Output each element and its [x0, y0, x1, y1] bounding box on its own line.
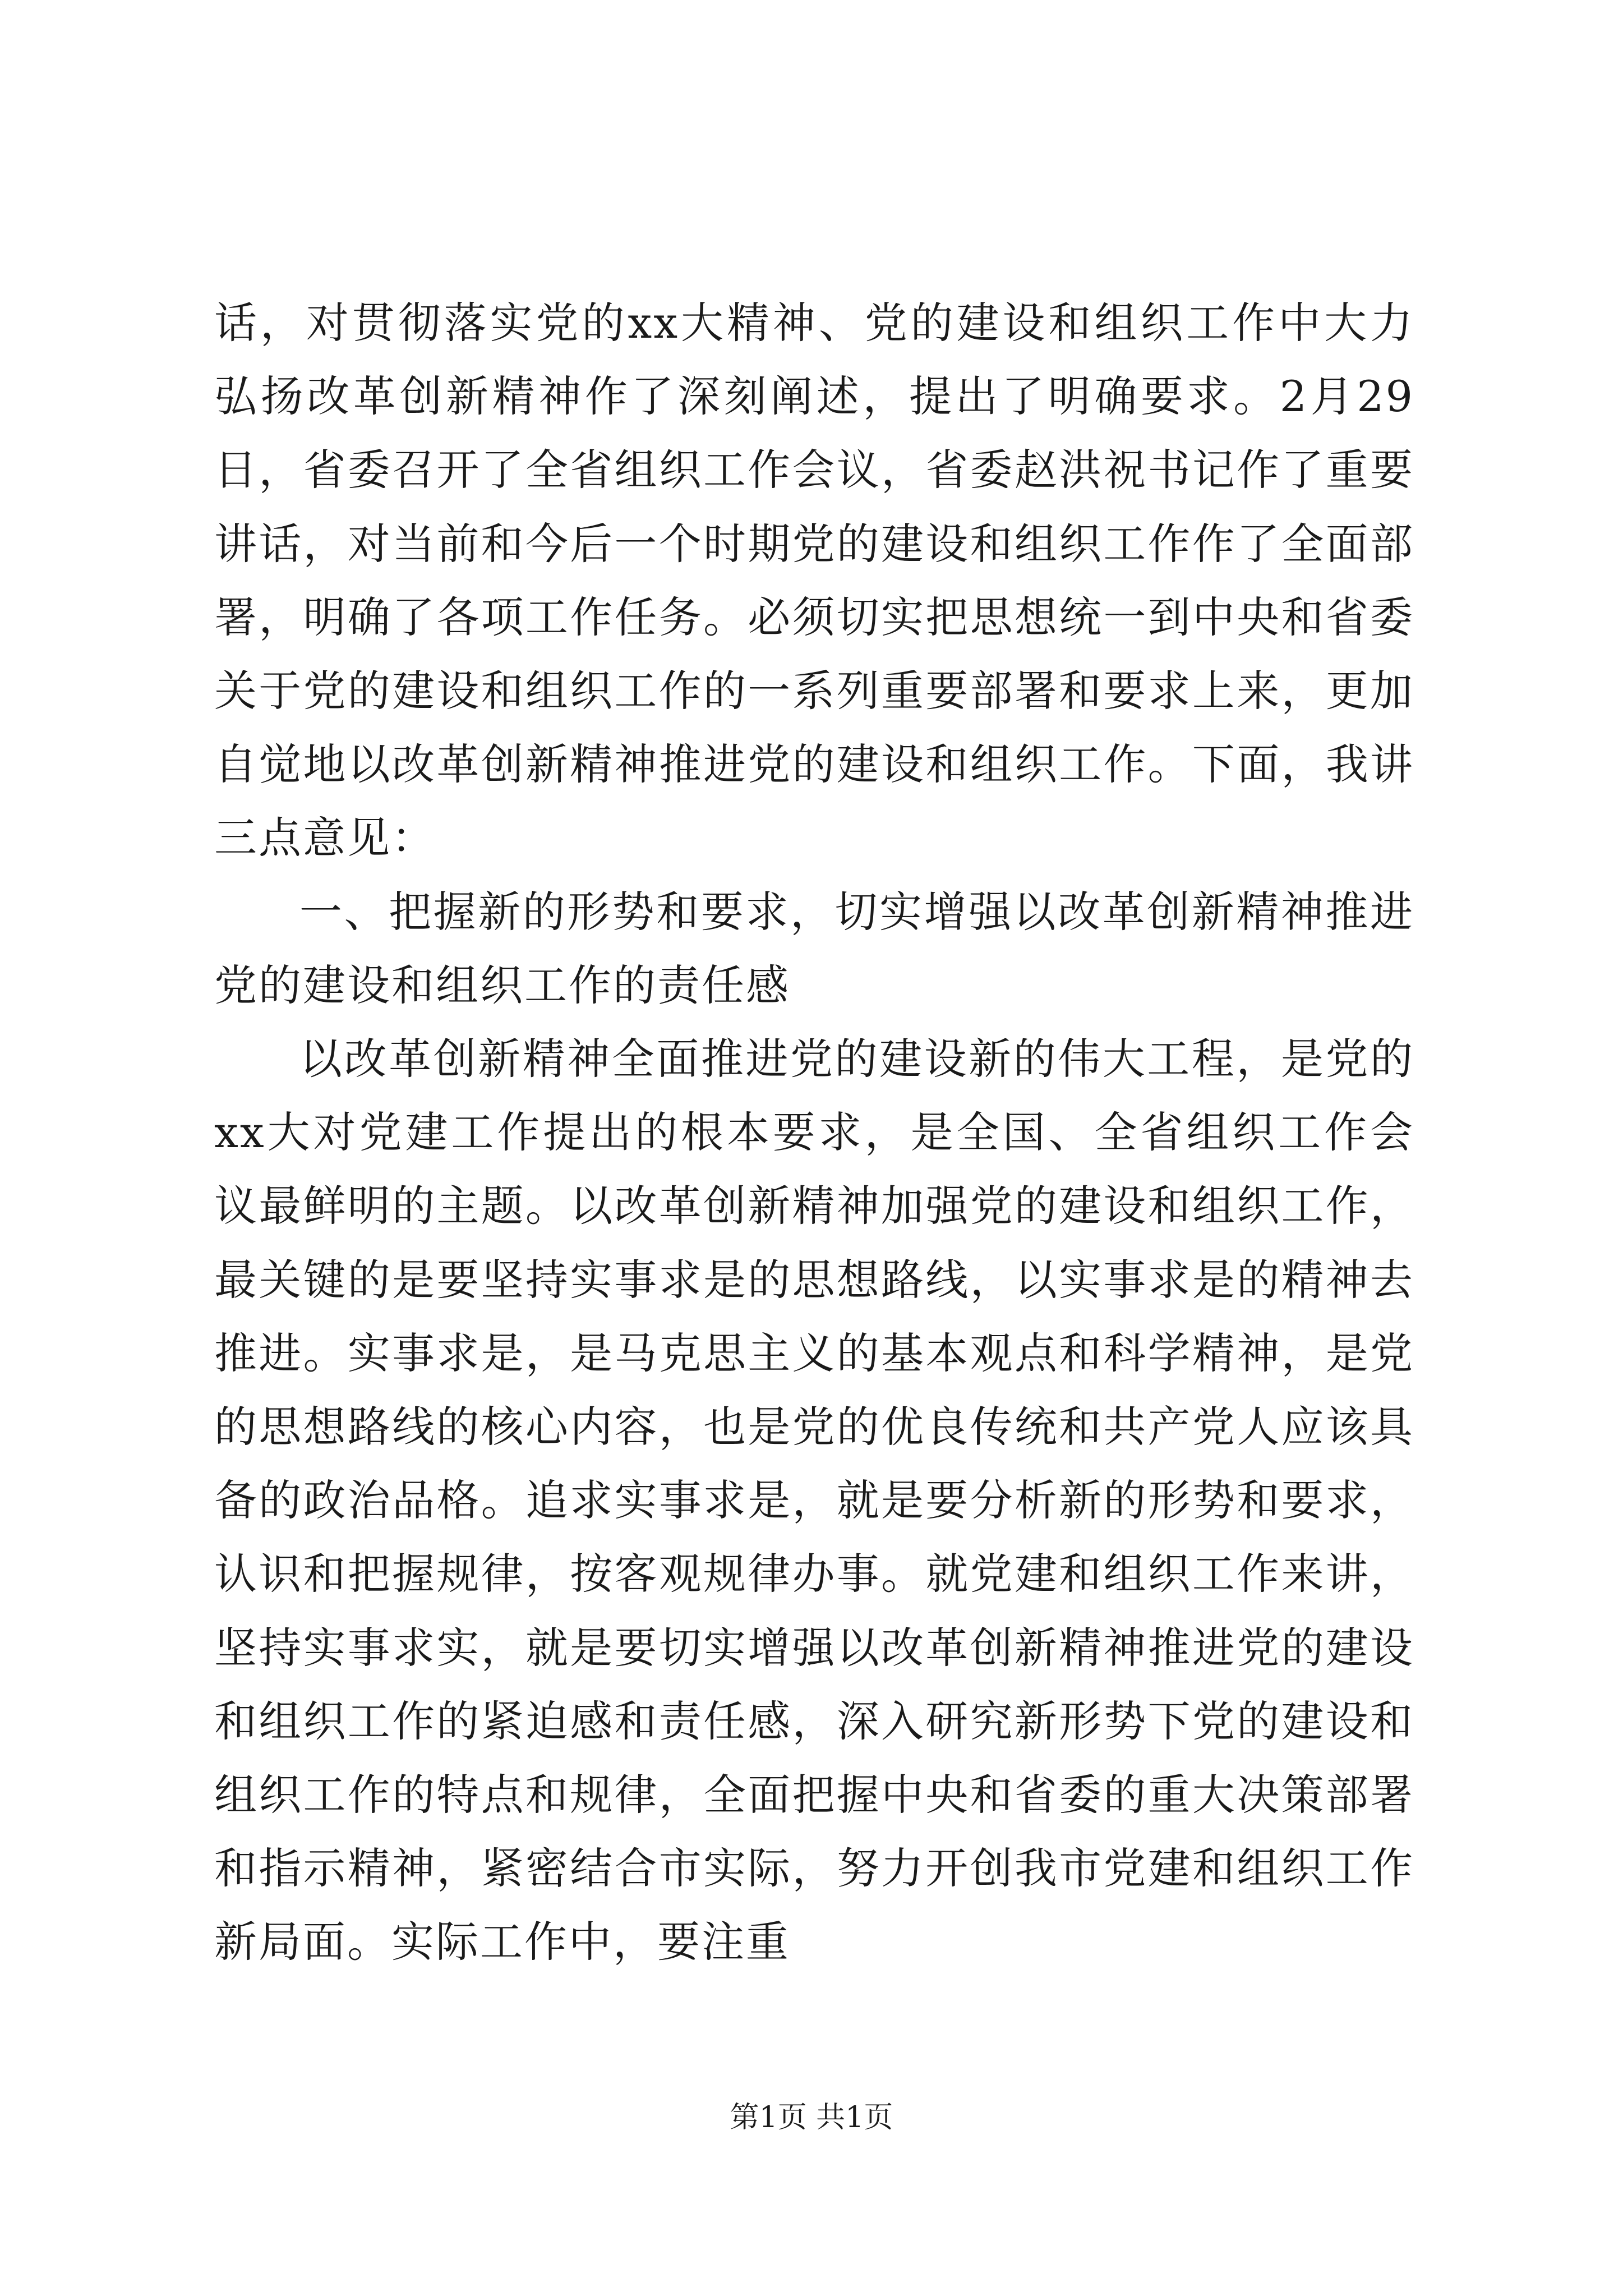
section-heading: 一、把握新的形势和要求，切实增强以改革创新精神推进党的建设和组织工作的责任感 — [214, 886, 1414, 1010]
page-footer: 第1页 共1页 — [730, 2101, 893, 2134]
document-body — [214, 286, 1414, 1979]
paragraph-body: 以改革创新精神全面推进党的建设新的伟大工程，是党的xx大对党建工作提出的根本要求，是全国、全省组织工作会议最鲜明的主题。以改革创新精神加强党的建设和组织工作，最关键的是要坚持实事求是的思想路线，以实事求是的精神去推进。实事求是，是马克思主义的基本观点和科学精神，是党的思想路线的核心内容，也是党的优良传统和共产党人应该具备的政治品格。追求实事求是，就是要分析新的形势和要求，认识和把握规律，按客观规律办事。就党建和组织工作来讲，坚持实事求实，就是要切实增强以改革创新精神推进党的建设和组织工作的紧迫感和责任感，深入研究新形势下党的建设和组织工作的特点和规律，全面把握中央和省委的重大决策部署和指示精神，紧密结合市实际，努力开创我市党建和组织工作新局面。实际工作中，要注重 — [214, 1034, 1414, 1967]
paragraph-continuation: 话，对贯彻落实党的xx大精神、党的建设和组织工作中大力弘扬改革创新精神作了深刻阐述，提出了明确要求。2月29日，省委召开了全省组织工作会议，省委赵洪祝书记作了重要讲话，对当前和今后一个时期党的建设和组织工作作了全面部署，明确了各项工作任务。必须切实把思想统一到中央和省委关于党的建设和组织工作的一系列重要部署和要求上来，更加自觉地以改革创新精神推进党的建设和组织工作。下面，我讲三点意见： — [214, 298, 1414, 863]
